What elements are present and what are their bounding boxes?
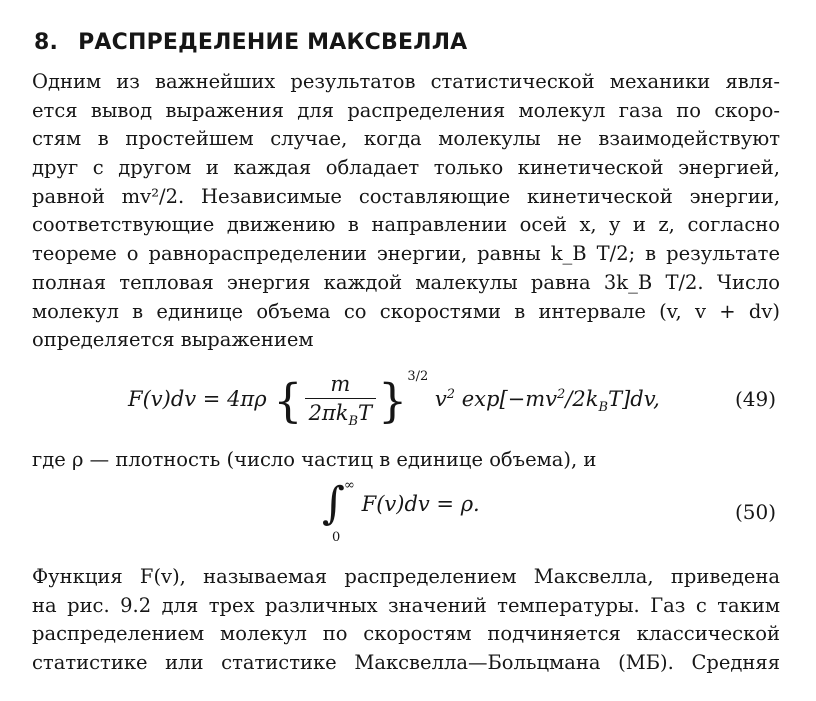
- rhs-part: /2k: [565, 387, 599, 411]
- paragraph-maxwell: [32, 563, 780, 678]
- integral-body: F(v)dv = ρ.: [361, 491, 480, 516]
- paragraph-line: теореме о равнораспределении энергии, равны k_B T/2; в результате: [32, 242, 780, 266]
- paragraph-line: равной mv²/2. Независимые составляющие кинетической энергии,: [32, 184, 780, 208]
- denominator-subscript: B: [348, 414, 359, 430]
- integral-upper-limit: ∞: [344, 478, 355, 493]
- fraction-denominator: [305, 399, 376, 429]
- paragraph-line: статистике или статистике Максвелла—Больцмана (МБ). Средняя: [32, 651, 780, 675]
- paragraph-line: полная тепловая энергия каждой малекулы равна 3k_B T/2. Число: [32, 270, 780, 294]
- section-number: 8.: [34, 30, 59, 55]
- equation-lhs: F(v)dv = 4πρ: [128, 387, 267, 411]
- paragraph-line: молекул в единице объема со скоростями в интервале (v, v + dv): [32, 299, 780, 323]
- paragraph-line: Одним из важнейших результатов статистической механики явля-: [32, 70, 780, 93]
- equation-49-body: [128, 369, 660, 429]
- paragraph-where: [32, 446, 780, 475]
- paragraph-line: распределением молекул по скоростям подчиняется классической: [32, 622, 780, 646]
- fraction-numerator: m: [305, 372, 376, 399]
- rhs-superscript: 2: [557, 387, 566, 402]
- integral-sign-icon: ∫: [322, 478, 345, 529]
- integral-lower-limit: 0: [332, 530, 341, 545]
- paragraph-line: на рис. 9.2 для трех различных значений температуры. Газ с таким: [32, 593, 780, 617]
- equation-power: 3/2: [407, 369, 429, 384]
- left-brace-icon: {: [273, 373, 303, 428]
- rhs-part: v: [434, 387, 447, 411]
- paragraph-line: Функция F(v), называемая распределением Максвелла, приведена: [32, 565, 780, 588]
- rhs-part: exp[−mv: [455, 387, 558, 411]
- equation-number: (50): [734, 500, 776, 524]
- paragraph-line: стям в простейшем случае, когда молекулы не взаимодействуют: [32, 127, 780, 151]
- right-brace-icon: }: [378, 373, 408, 428]
- section-title: РАСПРЕДЕЛЕНИЕ МАКСВЕЛЛА: [78, 30, 468, 55]
- equation-fraction: [305, 372, 376, 429]
- rhs-part: T]dv,: [608, 387, 660, 411]
- rhs-superscript: 2: [446, 387, 456, 402]
- paragraph-line: где ρ — плотность (число частиц в единице объема), и: [32, 448, 597, 471]
- equation-rhs: [434, 387, 660, 416]
- paragraph-line: определяется выражением: [32, 328, 314, 352]
- equation-50: [0, 478, 816, 548]
- equation-49: [0, 365, 816, 437]
- paragraph-line: ется вывод выражения для распределения молекул газа по скоро-: [32, 98, 780, 122]
- denominator-text: 2πk: [308, 400, 349, 425]
- paragraph-line: соответствующие движению в направлении осей x, y и z, согласно: [32, 213, 780, 237]
- denominator-tail: T: [358, 400, 373, 425]
- paragraph-intro: [32, 68, 780, 355]
- section-heading: [34, 30, 467, 55]
- paragraph-line: друг с другом и каждая обладает только кинетической энергией,: [32, 156, 780, 180]
- rhs-subscript: B: [598, 400, 609, 416]
- equation-number: (49): [734, 387, 776, 411]
- equation-50-body: [322, 478, 480, 545]
